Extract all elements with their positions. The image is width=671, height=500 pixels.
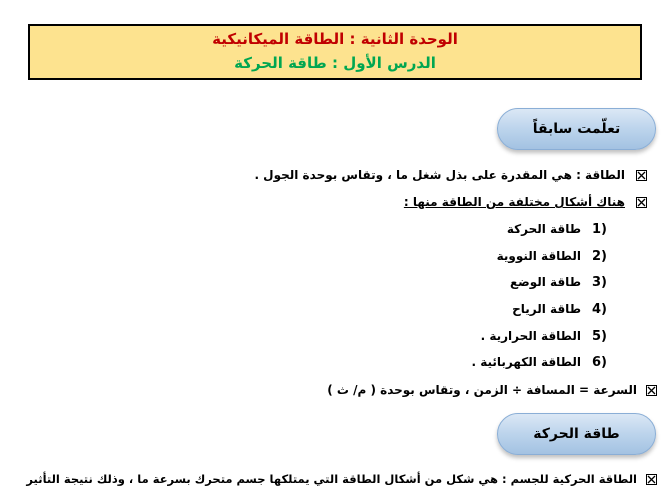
list-item-label: الطاقة الحرارية .	[480, 329, 581, 343]
kinetic-energy-label: طاقة الحركة	[533, 426, 620, 442]
list-item-label: طاقة الوضع	[509, 275, 581, 289]
speed-definition: السرعة = المسافة ÷ الزمن ، وتقاس بوحدة ( م/ ث )	[327, 383, 637, 397]
kinetic-energy-definition: الطاقة الحركية للجسم : هي شكل من أشكال الطاقة التي يمتلكها جسم متحرك بسرعة ما ، وذلك نتيجة التأثير	[26, 472, 637, 486]
list-item-number: 1)	[592, 222, 607, 237]
unit-title: الوحدة الثانية : الطاقة الميكانيكية	[212, 30, 458, 48]
kinetic-energy-heading	[497, 413, 656, 455]
list-item-number: 4)	[592, 302, 607, 317]
title-box	[28, 24, 642, 80]
checkbox-cross-icon	[636, 170, 647, 181]
list-item-number: 6)	[592, 355, 607, 370]
energy-forms-intro: هناك أشكال مختلفة من الطاقة منها :	[403, 195, 625, 209]
lesson-title: الدرس الأول : طاقة الحركة	[234, 54, 436, 72]
list-item-number: 2)	[592, 249, 607, 264]
list-item-label: طاقة الحركة	[506, 222, 581, 236]
checkbox-cross-icon	[646, 474, 657, 485]
list-item-label: الطاقة الكهربائية .	[471, 355, 581, 369]
checkbox-cross-icon	[636, 197, 647, 208]
prior-learning-heading	[497, 108, 656, 150]
list-item-number: 3)	[592, 275, 607, 290]
list-item-label: طاقة الرياح	[512, 302, 581, 316]
list-item-number: 5)	[592, 329, 607, 344]
checkbox-cross-icon	[646, 385, 657, 396]
list-item-label: الطاقة النووية	[496, 249, 581, 263]
prior-learning-label: تعلّمت سابقاً	[532, 121, 621, 137]
energy-definition: الطاقة : هي المقدرة على بذل شغل ما ، وتقاس بوحدة الجول .	[254, 168, 625, 182]
